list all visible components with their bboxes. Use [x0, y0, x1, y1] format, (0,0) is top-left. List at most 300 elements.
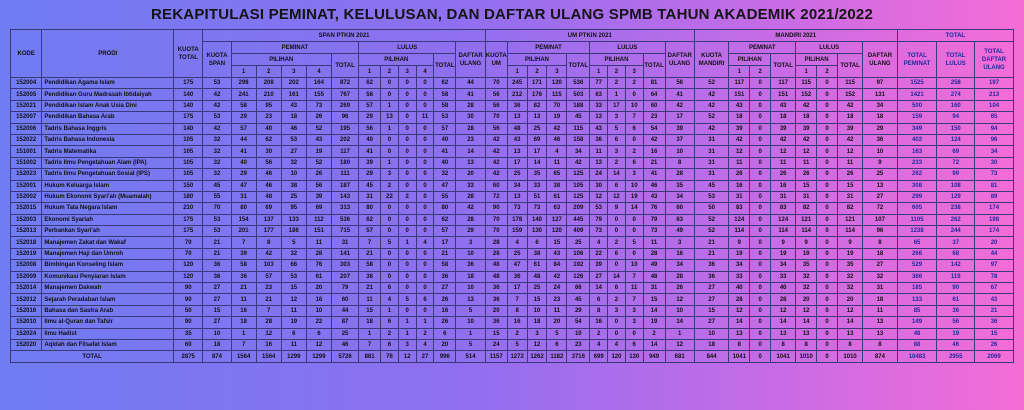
cell-value: 201: [231, 226, 256, 237]
cell-value: 58: [434, 89, 456, 100]
cell-prodi: Pendidikan Bahasa Arab: [42, 112, 174, 123]
cell-value: 186: [281, 226, 306, 237]
cell-value: 42: [771, 134, 796, 145]
total-cell: 76: [381, 351, 399, 363]
cell-value: 124: [771, 214, 796, 225]
cell-value: 10: [456, 317, 485, 328]
cell-value: 1: [359, 328, 381, 339]
cell-value: 45: [359, 180, 381, 191]
cell-value: 127: [547, 214, 567, 225]
cell-value: 32: [863, 271, 898, 282]
cell-total: 20: [975, 237, 1014, 248]
cell-value: 0: [750, 260, 771, 271]
cell-value: 40: [771, 283, 796, 294]
cell-value: 14: [590, 283, 608, 294]
cell-total: 185: [897, 283, 937, 294]
cell-value: 45: [567, 112, 590, 123]
cell-prodi: Sejarah Peradaban Islam: [42, 294, 174, 305]
cell-value: 60: [174, 339, 203, 350]
cell-value: 26: [665, 283, 694, 294]
cell-value: 0: [416, 134, 434, 145]
cell-value: 31: [771, 191, 796, 202]
cell-kode: 152023: [11, 169, 42, 180]
cell-prodi: Hukum Ekonomi Syari'ah (Muamalah): [42, 191, 174, 202]
cell-value: 11: [547, 157, 567, 168]
cell-value: 3: [625, 305, 643, 316]
cell-value: 126: [567, 271, 590, 282]
cell-value: 17: [527, 146, 547, 157]
cell-value: 27: [863, 191, 898, 202]
cell-total: 48: [897, 328, 937, 339]
cell-value: 13: [381, 112, 399, 123]
cell-value: 84: [547, 260, 567, 271]
cell-value: 0: [750, 339, 771, 350]
cell-value: 42: [456, 203, 485, 214]
cell-value: 32: [203, 169, 231, 180]
cell-value: 53: [281, 271, 306, 282]
cell-total: 299: [897, 191, 937, 202]
cell-value: 0: [381, 134, 399, 145]
table-row: [11, 134, 1014, 145]
cell-value: 41: [231, 146, 256, 157]
cell-value: 36: [456, 260, 485, 271]
cell-value: 60: [665, 203, 694, 214]
cell-total: 124: [937, 134, 975, 145]
cell-value: 32: [203, 157, 231, 168]
cell-value: 43: [547, 248, 567, 259]
cell-value: 32: [203, 134, 231, 145]
cell-value: 27: [434, 283, 456, 294]
cell-value: 70: [485, 112, 507, 123]
cell-value: 48: [485, 260, 507, 271]
cell-value: 2: [507, 328, 527, 339]
cell-value: 41: [643, 169, 665, 180]
cell-value: 53: [281, 134, 306, 145]
cell-value: 8: [796, 339, 817, 350]
cell-value: 44: [331, 305, 358, 316]
cell-total: 1525: [897, 78, 937, 89]
cell-value: 76: [306, 260, 331, 271]
cell-value: 43: [306, 134, 331, 145]
cell-value: 23: [256, 112, 281, 123]
cell-value: 10: [665, 146, 694, 157]
cell-value: 39: [729, 123, 750, 134]
cell-value: 8: [590, 305, 608, 316]
cell-value: 7: [507, 294, 527, 305]
cell-value: 175: [174, 226, 203, 237]
cell-value: 30: [256, 146, 281, 157]
cell-value: 114: [838, 226, 863, 237]
cell-value: 0: [817, 123, 838, 134]
cell-value: 21: [434, 248, 456, 259]
cell-value: 0: [381, 146, 399, 157]
summary-table: [10, 29, 1014, 363]
cell-value: 43: [281, 100, 306, 111]
cell-kode: 152009: [11, 271, 42, 282]
header-pilihan-3: 3: [281, 66, 306, 78]
total-cell: 27: [416, 351, 434, 363]
cell-value: 125: [567, 169, 590, 180]
cell-kode: 152001: [11, 180, 42, 191]
header-span: SPAN PTKIN 2021: [203, 30, 485, 42]
cell-value: 41: [665, 89, 694, 100]
cell-total: 61: [937, 294, 975, 305]
cell-value: 8: [863, 339, 898, 350]
cell-value: 57: [434, 123, 456, 134]
cell-value: 27: [694, 283, 729, 294]
cell-value: 13: [527, 112, 547, 123]
cell-value: 56: [256, 157, 281, 168]
cell-value: 23: [456, 134, 485, 145]
cell-value: 0: [416, 203, 434, 214]
total-cell: 844: [694, 351, 729, 363]
cell-value: 57: [434, 226, 456, 237]
table-row: [11, 146, 1014, 157]
cell-total: 159: [897, 112, 937, 123]
cell-value: 36: [203, 271, 231, 282]
cell-kode: 152015: [11, 203, 42, 214]
cell-value: 52: [306, 123, 331, 134]
cell-total: 94: [937, 112, 975, 123]
cell-value: 0: [817, 339, 838, 350]
cell-value: 31: [729, 191, 750, 202]
cell-value: 13: [507, 146, 527, 157]
cell-value: 46: [643, 180, 665, 191]
cell-value: 42: [567, 157, 590, 168]
cell-value: 81: [643, 78, 665, 89]
cell-value: 10: [281, 169, 306, 180]
cell-prodi: Pendidikan Agama Islam: [42, 78, 174, 89]
cell-value: 12: [281, 294, 306, 305]
cell-value: 0: [398, 169, 416, 180]
cell-value: 12: [838, 146, 863, 157]
cell-value: 0: [817, 328, 838, 339]
cell-value: 7: [625, 271, 643, 282]
cell-value: 17: [507, 157, 527, 168]
cell-value: 0: [817, 169, 838, 180]
total-cell: 1564: [256, 351, 281, 363]
cell-total: 108: [937, 180, 975, 191]
cell-value: 0: [817, 203, 838, 214]
cell-value: 33: [527, 180, 547, 191]
cell-value: 45: [694, 180, 729, 191]
cell-total: 150: [937, 123, 975, 134]
cell-value: 3: [608, 305, 626, 316]
cell-total: 119: [937, 271, 975, 282]
cell-value: 49: [665, 226, 694, 237]
cell-value: 53: [203, 214, 231, 225]
cell-value: 39: [359, 157, 381, 168]
cell-value: 1: [398, 237, 416, 248]
cell-total: 500: [897, 100, 937, 111]
cell-value: 0: [398, 203, 416, 214]
cell-value: 9: [796, 237, 817, 248]
cell-value: 152: [796, 89, 817, 100]
cell-value: 151: [771, 89, 796, 100]
cell-value: 26: [306, 169, 331, 180]
cell-value: 117: [771, 78, 796, 89]
cell-value: 46: [256, 169, 281, 180]
cell-value: 121: [838, 214, 863, 225]
cell-value: 42: [203, 100, 231, 111]
table-row: [11, 123, 1014, 134]
cell-value: 11: [796, 157, 817, 168]
cell-value: 38: [547, 180, 567, 191]
cell-value: 3: [625, 317, 643, 328]
cell-value: 13: [771, 328, 796, 339]
cell-value: 19: [281, 317, 306, 328]
cell-value: 1: [381, 123, 399, 134]
cell-kode: 152022: [11, 134, 42, 145]
cell-value: 140: [527, 214, 547, 225]
cell-value: 17: [434, 237, 456, 248]
cell-value: 18: [796, 112, 817, 123]
cell-value: 105: [174, 146, 203, 157]
cell-value: 42: [203, 123, 231, 134]
cell-value: 0: [750, 317, 771, 328]
cell-value: 20: [838, 294, 863, 305]
cell-total: 174: [975, 203, 1014, 214]
cell-value: 56: [306, 180, 331, 191]
cell-value: 192: [567, 260, 590, 271]
cell-value: 56: [485, 100, 507, 111]
cell-value: 43: [643, 191, 665, 202]
cell-value: 0: [817, 283, 838, 294]
cell-value: 42: [203, 89, 231, 100]
cell-value: 46: [331, 339, 358, 350]
cell-total: 56: [937, 317, 975, 328]
cell-value: 95: [281, 203, 306, 214]
cell-value: 0: [625, 134, 643, 145]
cell-value: 19: [838, 248, 863, 259]
cell-kode: 152021: [11, 100, 42, 111]
cell-kode: 152007: [11, 112, 42, 123]
cell-value: 90: [174, 283, 203, 294]
cell-value: 210: [174, 203, 203, 214]
cell-value: 0: [817, 191, 838, 202]
cell-total: 160: [937, 100, 975, 111]
header-kode: KODE: [11, 30, 42, 78]
cell-value: 33: [729, 271, 750, 282]
cell-value: 58: [434, 100, 456, 111]
cell-value: 31: [694, 169, 729, 180]
cell-value: 29: [359, 169, 381, 180]
cell-value: 5: [547, 328, 567, 339]
cell-total: 142: [937, 260, 975, 271]
cell-value: 28: [456, 123, 485, 134]
cell-value: 10: [203, 328, 231, 339]
cell-prodi: Ilmu al-Quran dan Tafsir: [42, 317, 174, 328]
cell-value: 188: [567, 100, 590, 111]
cell-total: 97: [975, 260, 1014, 271]
total-cell: 120: [608, 351, 626, 363]
cell-value: 11: [863, 305, 898, 316]
cell-value: 11: [625, 283, 643, 294]
cell-value: 0: [416, 100, 434, 111]
cell-prodi: Manajemen Zakat dan Wakaf: [42, 237, 174, 248]
cell-value: 12: [665, 339, 694, 350]
table-row: [11, 112, 1014, 123]
cell-value: 105: [567, 180, 590, 191]
cell-value: 27: [694, 317, 729, 328]
cell-value: 26: [434, 294, 456, 305]
cell-value: 90: [174, 317, 203, 328]
header-prodi: PRODI: [42, 30, 174, 78]
cell-value: 0: [398, 78, 416, 89]
cell-total: 244: [937, 226, 975, 237]
cell-value: 114: [729, 226, 750, 237]
cell-value: 73: [590, 226, 608, 237]
cell-value: 115: [567, 123, 590, 134]
cell-value: 62: [256, 134, 281, 145]
cell-value: 32: [434, 169, 456, 180]
cell-value: 22: [306, 317, 331, 328]
cell-value: 21: [694, 237, 729, 248]
cell-value: 187: [331, 180, 358, 191]
cell-value: 30: [590, 180, 608, 191]
cell-value: 0: [750, 248, 771, 259]
cell-value: 41: [456, 89, 485, 100]
cell-value: 171: [527, 78, 547, 89]
cell-value: 140: [174, 89, 203, 100]
cell-value: 14: [625, 203, 643, 214]
cell-value: 39: [590, 260, 608, 271]
cell-value: 8: [863, 237, 898, 248]
cell-value: 12: [665, 294, 694, 305]
cell-value: 6: [608, 248, 626, 259]
cell-value: 23: [547, 294, 567, 305]
cell-value: 53: [203, 112, 231, 123]
cell-value: 47: [507, 260, 527, 271]
cell-value: 36: [231, 271, 256, 282]
cell-value: 70: [203, 203, 231, 214]
cell-value: 53: [434, 112, 456, 123]
cell-total: 529: [897, 260, 937, 271]
cell-value: 11: [281, 305, 306, 316]
table-row: [11, 214, 1014, 225]
cell-value: 2: [608, 78, 626, 89]
cell-value: 96: [863, 226, 898, 237]
cell-value: 0: [817, 248, 838, 259]
cell-value: 14: [643, 339, 665, 350]
cell-value: 0: [750, 157, 771, 168]
cell-value: 5: [507, 339, 527, 350]
cell-total: 274: [937, 89, 975, 100]
header-kuota-mandiri: KUOTA MANDIRI: [694, 42, 729, 78]
cell-value: 0: [625, 248, 643, 259]
cell-value: 42: [485, 157, 507, 168]
cell-value: 39: [665, 123, 694, 134]
cell-value: 2: [416, 328, 434, 339]
cell-value: 0: [817, 214, 838, 225]
cell-value: 70: [485, 78, 507, 89]
cell-value: 6: [547, 339, 567, 350]
cell-value: 1: [381, 100, 399, 111]
cell-value: 26: [434, 317, 456, 328]
cell-value: 53: [203, 226, 231, 237]
header-mandiri-peminat-pilihan: PILIHAN: [729, 54, 771, 66]
cell-value: 80: [359, 203, 381, 214]
total-cell: 2069: [975, 351, 1014, 363]
cell-value: 0: [625, 328, 643, 339]
cell-value: 2: [625, 146, 643, 157]
cell-value: 269: [331, 100, 358, 111]
cell-value: 0: [416, 226, 434, 237]
cell-value: 6: [281, 328, 306, 339]
cell-value: 90: [174, 294, 203, 305]
cell-value: 0: [416, 214, 434, 225]
header-um-lulus: LULUS: [590, 42, 665, 54]
cell-value: 105: [174, 134, 203, 145]
table-row: [11, 203, 1014, 214]
cell-value: 39: [796, 123, 817, 134]
cell-value: 10: [625, 100, 643, 111]
cell-value: 7: [256, 305, 281, 316]
cell-value: 0: [750, 283, 771, 294]
header-mandiri-peminat-total: TOTAL: [771, 54, 796, 78]
cell-value: 4: [507, 237, 527, 248]
cell-total: 37: [937, 237, 975, 248]
cell-total: 349: [897, 123, 937, 134]
cell-total: 266: [897, 248, 937, 259]
cell-value: 10: [625, 260, 643, 271]
cell-value: 105: [174, 157, 203, 168]
total-cell: 1010: [838, 351, 863, 363]
cell-value: 56: [485, 89, 507, 100]
cell-value: 42: [694, 123, 729, 134]
cell-value: 80: [231, 203, 256, 214]
cell-value: 36: [485, 283, 507, 294]
cell-value: 18: [203, 339, 231, 350]
cell-value: 9: [608, 203, 626, 214]
cell-value: 0: [416, 260, 434, 271]
cell-value: 56: [359, 123, 381, 134]
cell-value: 53: [203, 78, 231, 89]
cell-value: 0: [817, 78, 838, 89]
cell-value: 12: [771, 305, 796, 316]
cell-value: 32: [796, 271, 817, 282]
total-cell: 949: [643, 351, 665, 363]
cell-value: 97: [863, 78, 898, 89]
cell-value: 141: [331, 248, 358, 259]
cell-value: 0: [625, 226, 643, 237]
cell-value: 36: [359, 271, 381, 282]
cell-total: 258: [937, 78, 975, 89]
cell-value: 872: [331, 78, 358, 89]
cell-value: 36: [203, 260, 231, 271]
header-pilihan-2: 2: [817, 66, 838, 78]
cell-value: 140: [174, 123, 203, 134]
cell-value: 0: [398, 146, 416, 157]
cell-value: 0: [817, 305, 838, 316]
cell-value: 0: [416, 271, 434, 282]
cell-value: 0: [398, 248, 416, 259]
cell-value: 69: [306, 203, 331, 214]
cell-value: 0: [398, 134, 416, 145]
total-cell: 12: [398, 351, 416, 363]
cell-value: 152: [838, 89, 863, 100]
header-pilihan-2: 2: [608, 66, 626, 78]
total-cell: 514: [456, 351, 485, 363]
cell-value: 1: [398, 328, 416, 339]
cell-value: 409: [567, 226, 590, 237]
cell-value: 0: [398, 112, 416, 123]
cell-value: 0: [381, 214, 399, 225]
cell-prodi: Tadris Bahasa Inggris: [42, 123, 174, 134]
cell-value: 20: [306, 283, 331, 294]
cell-value: 11: [590, 146, 608, 157]
cell-total: 1238: [897, 226, 937, 237]
